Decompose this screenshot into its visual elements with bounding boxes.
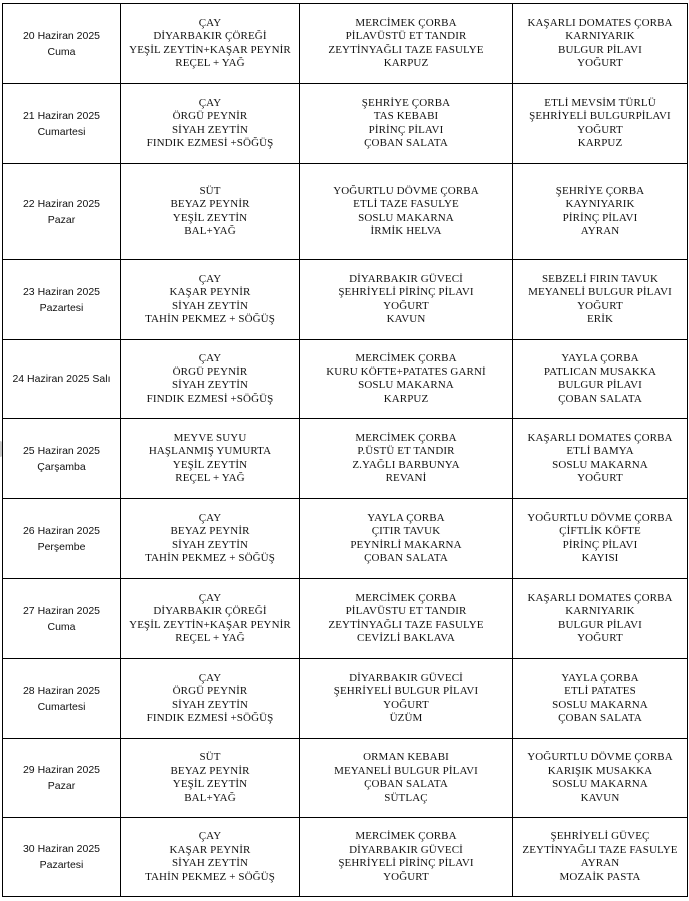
date-cell: [3, 739, 121, 818]
dinner-cell-line: ERİK: [586, 313, 614, 325]
lunch-cell: [300, 818, 513, 897]
menu-table: [2, 3, 688, 897]
lunch-cell-line: KARPUZ: [383, 57, 429, 69]
dinner-cell-line: YOĞURT: [577, 57, 623, 69]
dinner-cell-line: AYRAN: [580, 225, 620, 237]
lunch-cell: [300, 739, 513, 818]
breakfast-cell: [121, 340, 300, 419]
lunch-cell-line: YAYLA ÇORBA: [367, 511, 445, 524]
dinner-cell: [513, 818, 688, 897]
breakfast-cell-line: YEŞİL ZEYTİN: [172, 211, 248, 224]
day-row: [3, 579, 688, 659]
lunch-cell-line: DİYARBAKIR GÜVECİ: [349, 272, 463, 285]
date-cell: [3, 659, 121, 739]
dinner-cell-line: KARNIYARIK: [565, 605, 635, 617]
date-cell-line: 27 Haziran 2025: [22, 604, 101, 617]
lunch-cell: [300, 260, 513, 340]
lunch-cell-line: YOĞURT: [383, 870, 429, 883]
breakfast-cell-line: REÇEL + YAĞ: [175, 472, 245, 484]
date-cell: [3, 260, 121, 340]
lunch-cell-line: ŞEHRİYELİ BULGUR PİLAVI: [333, 685, 479, 697]
dinner-cell: [513, 499, 688, 579]
dinner-cell-line: ŞEHRİYELİ BULGURPİLAVI: [529, 110, 671, 122]
lunch-cell-line: İRMİK HELVA: [370, 225, 442, 237]
breakfast-cell: [121, 84, 300, 164]
date-cell-line: Cuma: [47, 45, 76, 58]
breakfast-cell-line: ÇAY: [198, 16, 222, 29]
breakfast-cell-line: TAHİN PEKMEZ + SÖĞÜŞ: [145, 870, 275, 883]
dinner-cell-line: BULGUR PİLAVI: [558, 379, 642, 391]
lunch-cell-line: ŞEHRİYELİ PİRİNÇ PİLAVI: [338, 286, 474, 298]
lunch-cell-line: MEYANELİ BULGUR PİLAVI: [334, 764, 478, 777]
breakfast-cell-line: BEYAZ PEYNİR: [170, 198, 250, 210]
lunch-cell-line: MERCİMEK ÇORBA: [355, 16, 457, 29]
dinner-cell-line: KAVUN: [580, 791, 620, 804]
lunch-cell-line: YOĞURT: [383, 698, 429, 711]
date-cell-line: Çarşamba: [37, 460, 86, 473]
dinner-cell-line: PİRİNÇ PİLAVI: [562, 211, 638, 224]
dinner-cell-line: SOSLU MAKARNA: [552, 698, 648, 711]
lunch-cell-line: ETLİ TAZE FASULYE: [353, 198, 459, 210]
dinner-cell-line: KAYNIYARIK: [565, 198, 635, 210]
lunch-cell-line: ÜZÜM: [389, 712, 423, 724]
breakfast-cell-line: HAŞLANMIŞ YUMURTA: [148, 445, 272, 457]
lunch-cell-line: SOSLU MAKARNA: [358, 211, 454, 224]
date-cell-line: 21 Haziran 2025: [22, 109, 101, 122]
dinner-cell-line: SOSLU MAKARNA: [552, 778, 648, 790]
dinner-cell-line: ÇİFTLİK KÖFTE: [559, 525, 641, 537]
breakfast-cell-line: BAL+YAĞ: [184, 225, 236, 237]
date-cell-line: 20 Haziran 2025: [22, 29, 101, 42]
day-row: [3, 659, 688, 739]
breakfast-cell-line: YEŞİL ZEYTİN+KAŞAR PEYNİR: [129, 618, 291, 631]
breakfast-cell-line: TAHİN PEKMEZ + SÖĞÜŞ: [145, 552, 275, 564]
breakfast-cell: [121, 659, 300, 739]
dinner-cell-line: AYRAN: [580, 857, 620, 869]
lunch-cell-line: SÜTLAÇ: [384, 791, 428, 804]
breakfast-cell-line: BAL+YAĞ: [184, 791, 236, 804]
dinner-cell-line: KARIŞIK MUSAKKA: [547, 764, 653, 777]
day-row: [3, 4, 688, 84]
lunch-cell-line: MERCİMEK ÇORBA: [355, 591, 457, 604]
breakfast-cell: [121, 579, 300, 659]
lunch-cell-line: KURU KÖFTE+PATATES GARNİ: [326, 365, 486, 378]
date-cell-line: Cumartesi: [37, 700, 86, 713]
dinner-cell: [513, 659, 688, 739]
dinner-cell-line: PATLICAN MUSAKKA: [543, 365, 657, 378]
breakfast-cell-line: DİYARBAKIR ÇÖREĞİ: [153, 30, 267, 42]
breakfast-cell-line: SİYAH ZEYTİN: [171, 538, 249, 551]
breakfast-cell: [121, 818, 300, 897]
breakfast-cell-line: KAŞAR PEYNİR: [169, 843, 251, 856]
dinner-cell: [513, 4, 688, 84]
date-cell-line: 26 Haziran 2025: [22, 524, 101, 537]
breakfast-cell-line: TAHİN PEKMEZ + SÖĞÜŞ: [145, 313, 275, 325]
lunch-cell-line: ÇOBAN SALATA: [364, 552, 448, 564]
date-cell-line: Pazartesi: [39, 859, 84, 871]
breakfast-cell-line: ÖRGÜ PEYNİR: [172, 685, 248, 697]
lunch-cell-line: P.ÜSTÜ ET TANDIR: [357, 445, 455, 457]
dinner-cell-line: YOĞURT: [577, 299, 623, 312]
lunch-cell: [300, 419, 513, 499]
lunch-cell-line: ORMAN KEBABI: [363, 751, 449, 763]
dinner-cell: [513, 579, 688, 659]
dinner-cell-line: KAŞARLI DOMATES ÇORBA: [527, 431, 673, 444]
lunch-cell-line: YOĞURTLU DÖVME ÇORBA: [333, 184, 479, 197]
lunch-cell-line: Z.YAĞLI BARBUNYA: [352, 458, 460, 471]
dinner-cell-line: ETLİ PATATES: [564, 685, 636, 697]
menu-table-body: [3, 4, 688, 897]
lunch-cell-line: REVANİ: [385, 472, 427, 484]
breakfast-cell-line: ÇAY: [198, 272, 222, 285]
breakfast-cell: [121, 164, 300, 260]
lunch-cell-line: PEYNİRLİ MAKARNA: [350, 538, 462, 551]
dinner-cell-line: YOĞURT: [577, 123, 623, 136]
date-cell-line: Pazartesi: [39, 301, 84, 314]
date-cell: [3, 419, 121, 499]
date-cell: [3, 340, 121, 419]
dinner-cell: [513, 84, 688, 164]
dinner-cell-line: MEYANELİ BULGUR PİLAVI: [528, 286, 672, 298]
breakfast-cell: [121, 4, 300, 84]
breakfast-cell-line: MEYVE SUYU: [173, 431, 247, 444]
lunch-cell: [300, 4, 513, 84]
date-cell-line: 28 Haziran 2025: [22, 684, 101, 697]
breakfast-cell-line: REÇEL + YAĞ: [175, 57, 245, 69]
day-row: [3, 84, 688, 164]
date-cell-line: 30 Haziran 2025: [22, 843, 101, 855]
dinner-cell-line: MOZAİK PASTA: [559, 870, 641, 883]
lunch-cell-line: TAS KEBABI: [373, 110, 439, 122]
lunch-cell-line: YOĞURT: [383, 299, 429, 312]
lunch-cell: [300, 164, 513, 260]
breakfast-cell-line: SİYAH ZEYTİN: [171, 857, 249, 869]
breakfast-cell-line: ÇAY: [198, 511, 222, 524]
breakfast-cell-line: SİYAH ZEYTİN: [171, 698, 249, 711]
breakfast-cell-line: ÖRGÜ PEYNİR: [172, 110, 248, 122]
dinner-cell-line: YOĞURT: [577, 472, 623, 484]
day-row: [3, 260, 688, 340]
dinner-cell-line: ETLİ MEVSİM TÜRLÜ: [544, 96, 656, 109]
day-row: [3, 419, 688, 499]
lunch-cell-line: KARPUZ: [383, 392, 429, 405]
dinner-cell: [513, 340, 688, 419]
breakfast-cell-line: SİYAH ZEYTİN: [171, 299, 249, 312]
lunch-cell: [300, 579, 513, 659]
dinner-cell-line: ÇOBAN SALATA: [558, 392, 642, 405]
dinner-cell-line: ÇOBAN SALATA: [558, 712, 642, 724]
breakfast-cell-line: YEŞİL ZEYTİN: [172, 458, 248, 471]
breakfast-cell-line: REÇEL + YAĞ: [175, 632, 245, 644]
dinner-cell: [513, 739, 688, 818]
breakfast-cell-line: SİYAH ZEYTİN: [171, 379, 249, 391]
breakfast-cell: [121, 739, 300, 818]
date-cell: [3, 164, 121, 260]
dinner-cell-line: YOĞURT: [577, 632, 623, 644]
day-row: [3, 818, 688, 897]
breakfast-cell-line: ÇAY: [198, 352, 222, 364]
breakfast-cell-line: YEŞİL ZEYTİN: [172, 778, 248, 790]
dinner-cell-line: YAYLA ÇORBA: [561, 352, 639, 364]
day-row: [3, 164, 688, 260]
date-cell-line: 22 Haziran 2025: [22, 197, 101, 210]
lunch-cell-line: CEVİZLİ BAKLAVA: [357, 632, 455, 644]
date-cell-line: Perşembe: [37, 540, 86, 553]
breakfast-cell-line: FINDIK EZMESİ +SÖĞÜŞ: [146, 712, 274, 724]
dinner-cell-line: ZEYTİNYAĞLI TAZE FASULYE: [522, 843, 678, 856]
dinner-cell-line: KAŞARLI DOMATES ÇORBA: [527, 591, 673, 604]
dinner-cell-line: PİRİNÇ PİLAVI: [562, 538, 638, 551]
lunch-cell-line: MERCİMEK ÇORBA: [355, 431, 457, 444]
dinner-cell-line: BULGUR PİLAVI: [558, 43, 642, 56]
lunch-cell-line: ZEYTİNYAĞLI TAZE FASULYE: [328, 43, 484, 56]
date-cell-line: 29 Haziran 2025: [22, 764, 101, 776]
dinner-cell-line: SEBZELİ FIRIN TAVUK: [541, 272, 659, 285]
lunch-cell-line: DİYARBAKIR GÜVECİ: [349, 671, 463, 684]
date-cell-line: 23 Haziran 2025: [22, 285, 101, 298]
lunch-cell-line: ÇITIR TAVUK: [371, 525, 441, 537]
lunch-cell-line: PİLAVÜSTÜ ET TANDIR: [345, 30, 467, 42]
dinner-cell: [513, 260, 688, 340]
date-cell: [3, 579, 121, 659]
day-row: [3, 340, 688, 419]
breakfast-cell-line: SİYAH ZEYTİN: [171, 123, 249, 136]
date-cell-line: 24 Haziran 2025 Salı: [12, 373, 111, 385]
breakfast-cell-line: BEYAZ PEYNİR: [170, 525, 250, 537]
dinner-cell-line: BULGUR PİLAVI: [558, 618, 642, 631]
lunch-cell-line: MERCİMEK ÇORBA: [355, 352, 457, 364]
dinner-cell-line: ETLİ BAMYA: [566, 445, 634, 457]
breakfast-cell-line: FINDIK EZMESİ +SÖĞÜŞ: [146, 137, 274, 149]
lunch-cell: [300, 659, 513, 739]
dinner-cell-line: KAYISI: [581, 552, 619, 564]
dinner-cell-line: KAŞARLI DOMATES ÇORBA: [527, 16, 673, 29]
lunch-cell-line: MERCİMEK ÇORBA: [355, 830, 457, 842]
lunch-cell-line: ÇOBAN SALATA: [364, 137, 448, 149]
dinner-cell-line: KARPUZ: [577, 137, 623, 149]
day-row: [3, 499, 688, 579]
lunch-cell-line: ÇOBAN SALATA: [364, 778, 448, 790]
date-cell: [3, 499, 121, 579]
breakfast-cell-line: DİYARBAKIR ÇÖREĞİ: [153, 605, 267, 617]
breakfast-cell: [121, 260, 300, 340]
dinner-cell-line: KARNIYARIK: [565, 30, 635, 42]
breakfast-cell: [121, 419, 300, 499]
breakfast-cell-line: YEŞİL ZEYTİN+KAŞAR PEYNİR: [129, 43, 291, 56]
breakfast-cell-line: ÇAY: [198, 671, 222, 684]
date-cell-line: Cuma: [47, 620, 76, 633]
breakfast-cell-line: ÇAY: [198, 96, 222, 109]
dinner-cell-line: ŞEHRİYELİ GÜVEÇ: [550, 830, 650, 842]
lunch-cell-line: SOSLU MAKARNA: [358, 379, 454, 391]
lunch-cell: [300, 340, 513, 419]
breakfast-cell-line: ÇAY: [198, 591, 222, 604]
date-cell: [3, 4, 121, 84]
date-cell-line: 25 Haziran 2025: [22, 444, 101, 457]
date-cell: [3, 84, 121, 164]
day-row: [3, 739, 688, 818]
lunch-cell: [300, 499, 513, 579]
breakfast-cell-line: KAŞAR PEYNİR: [169, 286, 251, 298]
breakfast-cell-line: ÇAY: [198, 830, 222, 842]
date-cell-line: Cumartesi: [37, 125, 86, 138]
dinner-cell-line: SOSLU MAKARNA: [552, 458, 648, 471]
date-cell-line: Pazar: [47, 780, 76, 792]
lunch-cell: [300, 84, 513, 164]
dinner-cell: [513, 419, 688, 499]
breakfast-cell: [121, 499, 300, 579]
date-cell-line: Pazar: [47, 213, 76, 226]
lunch-cell-line: ŞEHRİYELİ PİRİNÇ PİLAVI: [338, 857, 474, 869]
breakfast-cell-line: FINDIK EZMESİ +SÖĞÜŞ: [146, 392, 274, 405]
breakfast-cell-line: SÜT: [199, 184, 221, 197]
lunch-cell-line: PİRİNÇ PİLAVI: [368, 123, 444, 136]
breakfast-cell-line: BEYAZ PEYNİR: [170, 764, 250, 777]
dinner-cell-line: ŞEHRİYE ÇORBA: [555, 184, 645, 197]
lunch-cell-line: KAVUN: [386, 313, 426, 325]
dinner-cell-line: YOĞURTLU DÖVME ÇORBA: [527, 511, 673, 524]
lunch-cell-line: PİLAVÜSTU ET TANDIR: [345, 605, 467, 617]
lunch-cell-line: ZEYTİNYAĞLI TAZE FASULYE: [328, 618, 484, 631]
breakfast-cell-line: ÖRGÜ PEYNİR: [172, 365, 248, 378]
dinner-cell-line: YAYLA ÇORBA: [561, 671, 639, 684]
lunch-cell-line: ŞEHRİYE ÇORBA: [361, 96, 451, 109]
dinner-cell-line: YOĞURTLU DÖVME ÇORBA: [527, 751, 673, 763]
date-cell: [3, 818, 121, 897]
breakfast-cell-line: SÜT: [199, 751, 221, 763]
lunch-cell-line: DİYARBAKIR GÜVECİ: [349, 843, 463, 856]
dinner-cell: [513, 164, 688, 260]
